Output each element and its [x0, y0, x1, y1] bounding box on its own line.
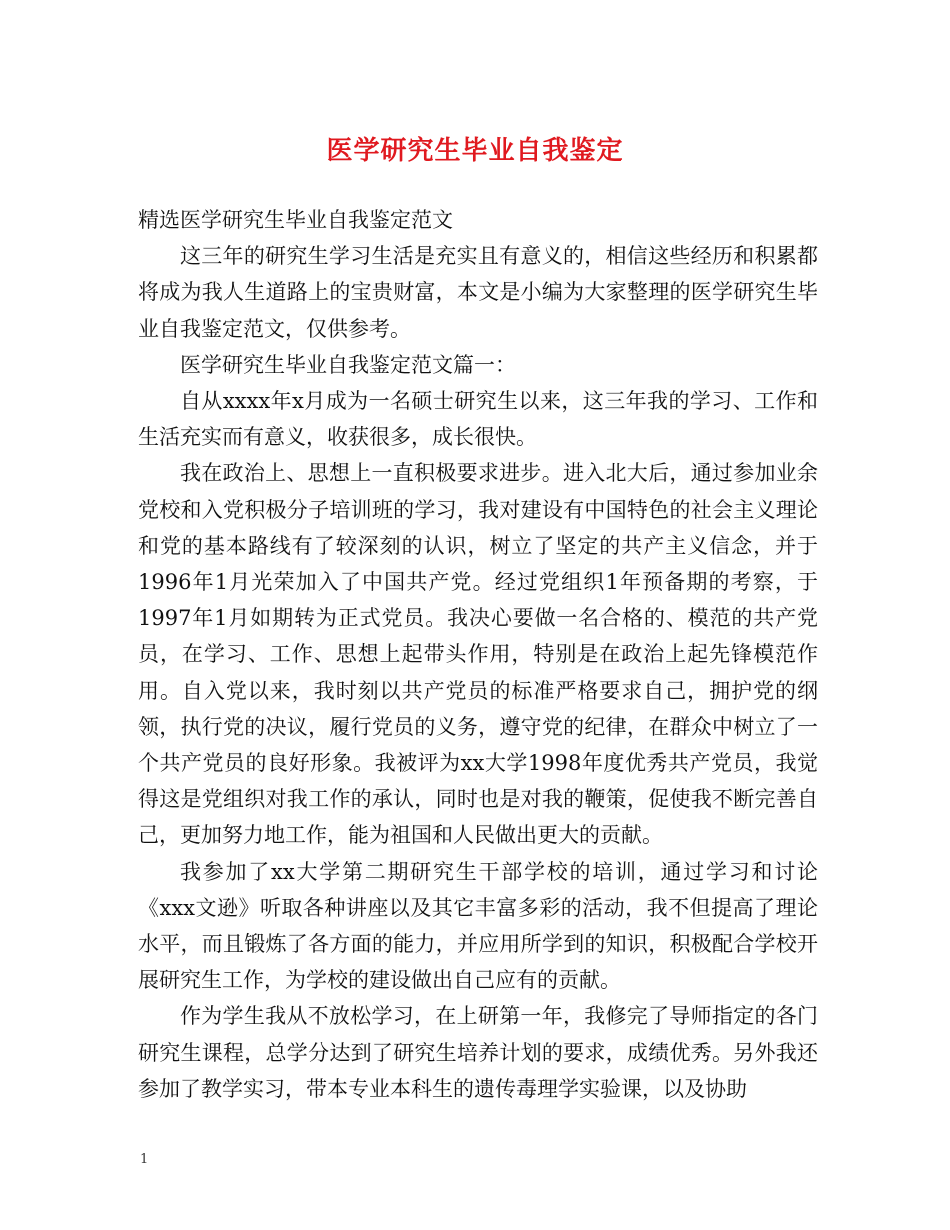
paragraph: 自从xxxx年x月成为一名硕士研究生以来，这三年我的学习、工作和生活充实而有意义，收获很多，成长很快。	[138, 389, 818, 450]
paragraph: 作为学生我从不放松学习，在上研第一年，我修完了导师指定的各门研究生课程，总学分达到了研究生培养计划的要求，成绩优秀。另外我还参加了教学实习，带本专业本科生的遗传毒理学实验课，以及协助	[138, 1004, 818, 1101]
paragraph-intro: 这三年的研究生学习生活是充实且有意义的，相信这些经历和积累都将成为我人生道路上的宝贵财富，本文是小编为大家整理的医学研究生毕业自我鉴定范文，仅供参考。	[138, 244, 818, 341]
paragraph: 我参加了xx大学第二期研究生干部学校的培训，通过学习和讨论《xxx文逊》听取各种讲座以及其它丰富多彩的活动，我不但提高了理论水平，而且锻炼了各方面的能力，并应用所学到的知识，积极配合学校开展研究生工作，为学校的建设做出自己应有的贡献。	[138, 859, 818, 993]
paragraph-heading: 医学研究生毕业自我鉴定范文篇一：	[180, 352, 516, 377]
document-body	[138, 202, 818, 1107]
paragraph: 我在政治上、思想上一直积极要求进步。进入北大后，通过参加业余党校和入党积极分子培训班的学习，我对建设有中国特色的社会主义理论和党的基本路线有了较深刻的认识，树立了坚定的共产主义信念，并于1996年1月光荣加入了中国共产党。经过党组织1年预备期的考察，于1997年1月如期转为正式党员。我决心要做一名合格的、模范的共产党员，在学习、工作、思想上起带头作用，特别是在政治上起先锋模范作用。自入党以来，我时刻以共产党员的标准严格要求自己，拥护党的纲领，执行党的决议，履行党员的义务，遵守党的纪律，在群众中树立了一个共产党员的良好形象。我被评为xx大学1998年度优秀共产党员，我觉得这是党组织对我工作的承认，同时也是对我的鞭策，促使我不断完善自己，更加努力地工作，能为祖国和人民做出更大的贡献。	[138, 461, 818, 848]
paragraph-subtitle: 精选医学研究生毕业自我鉴定范文	[138, 208, 453, 232]
document-title: 医学研究生毕业自我鉴定	[326, 136, 624, 166]
page-number: 1	[140, 1152, 149, 1167]
